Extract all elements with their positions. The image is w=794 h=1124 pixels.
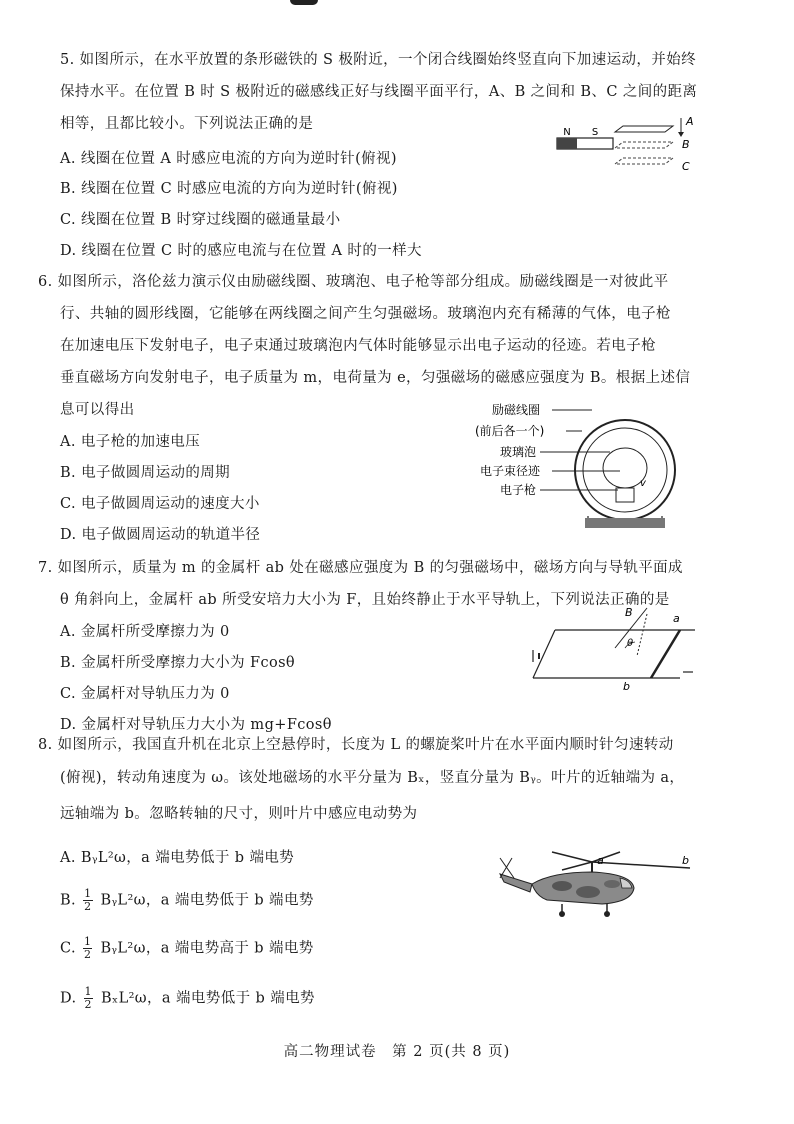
q5-option-c: C. 线圈在位置 B 时穿过线圈的磁通量最小 — [60, 212, 341, 228]
position-c-label: C — [682, 160, 690, 173]
magnet-s-label: S — [591, 127, 599, 138]
magnet-n-pole — [557, 138, 577, 149]
q8-stem-line-3: 远轴端为 b。忽略转轴的尺寸，则叶片中感应电动势为 — [60, 806, 418, 822]
metal-rod-ab — [651, 630, 680, 678]
scan-mark — [290, 0, 318, 5]
helicopter-body — [500, 872, 634, 917]
coil-position-b — [615, 142, 673, 148]
q8-stem-line-1: 8. 如图所示，我国直升机在北京上空悬停时，长度为 L 的螺旋桨叶片在水平面内顺时针匀速转动 — [38, 737, 674, 753]
glass-bulb — [583, 428, 667, 512]
q8-option-b-prefix: B. — [60, 892, 77, 909]
q6-stem-line-3: 在加速电压下发射电子，电子束通过玻璃泡内气体时能够显示出电子运动的径迹。若电子枪 — [60, 338, 656, 354]
q6-option-a: A. 电子枪的加速电压 — [60, 434, 201, 450]
q8-option-a-prefix: A. — [60, 850, 76, 866]
angle-theta-label: θ — [627, 638, 634, 649]
q8-option-d — [60, 986, 315, 1011]
rod-end-b-label: b — [623, 680, 630, 690]
q6-option-d: D. 电子做圆周运动的轨道半径 — [60, 527, 261, 543]
q5-stem-line-2: 保持水平。在位置 B 时 S 极附近的磁感线正好与线圈平面平行，A、B 之间和 B、C 之间的距离 — [60, 84, 698, 100]
q8-option-b-fraction: $\frac{1}{2}$ — [84, 887, 92, 913]
q5-option-a: A. 线圈在位置 A 时感应电流的方向为逆时针(俯视) — [60, 151, 397, 167]
page-footer: 高二物理试卷 第 2 页(共 8 页) — [283, 1044, 511, 1060]
blade-end-b-label: b — [682, 854, 689, 867]
excitation-coil — [575, 420, 675, 520]
q5-stem-line-3: 相等，且都比较小。下列说法正确的是 — [60, 116, 314, 132]
coil-note-label: (前后各一个) — [475, 424, 545, 438]
coil-position-c — [615, 158, 673, 164]
q7-option-a: A. 金属杆所受摩擦力为 0 — [60, 624, 230, 640]
rod-end-a-label: a — [673, 612, 680, 625]
base-block — [585, 518, 665, 528]
q8-option-a-text: BᵧL²ω，a 端电势低于 b 端电势 — [80, 850, 295, 866]
coil-position-a — [615, 126, 673, 132]
q6-stem-line-1: 6. 如图所示，洛伦兹力演示仪由励磁线圈、玻璃泡、电子枪等部分组成。励磁线圈是一对彼此平 — [38, 274, 669, 290]
q8-helicopter-figure — [492, 838, 704, 922]
gun-label: 电子枪 — [500, 483, 537, 497]
coil-label: 励磁线圈 — [492, 403, 541, 417]
q5-option-b: B. 线圈在位置 C 时感应电流的方向为逆时针(俯视) — [60, 181, 398, 197]
q5-magnet-figure — [555, 112, 705, 178]
q8-option-d-text: BₓL²ω，a 端电势低于 b 端电势 — [100, 990, 315, 1007]
q8-option-d-fraction: $\frac{1}{2}$ — [84, 985, 92, 1011]
q6-stem-line-4: 垂直磁场方向发射电子，电子质量为 m，电荷量为 e，匀强磁场的磁感应强度为 B。根据上述信 — [60, 370, 691, 386]
bulb-label: 玻璃泡 — [500, 445, 537, 459]
q8-stem-line-2: (俯视)，转动角速度为 ω。该处地磁场的水平分量为 Bₓ，竖直分量为 Bᵧ。叶片的近轴端为 a， — [60, 770, 685, 786]
position-b-label: B — [682, 138, 690, 151]
q7-stem-line-2: θ 角斜向上，金属杆 ab 所受安培力大小为 F，且始终静止于水平导轨上，下列说法正确的是 — [60, 592, 670, 608]
q6-option-b: B. 电子做圆周运动的周期 — [60, 465, 231, 481]
field-b-label: B — [625, 606, 633, 619]
electron-gun — [616, 488, 634, 502]
blade-end-a-label: a — [597, 854, 604, 867]
q8-option-d-prefix: D. — [60, 990, 77, 1007]
q8-option-b-text: BᵧL²ω，a 端电势低于 b 端电势 — [100, 892, 314, 909]
position-a-label: A — [686, 115, 694, 128]
q6-option-c: C. 电子做圆周运动的速度大小 — [60, 496, 260, 512]
q8-option-c-prefix: C. — [60, 940, 76, 957]
q8-option-b — [60, 888, 314, 913]
q8-option-c-text: BᵧL²ω，a 端电势高于 b 端电势 — [100, 940, 314, 957]
q7-option-d: D. 金属杆对导轨压力大小为 mg+Fcosθ — [60, 717, 332, 733]
q5-stem-line-1: 5. 如图所示，在水平放置的条形磁铁的 S 极附近，一个闭合线圈始终竖直向下加速运动，并始终 — [60, 52, 696, 68]
q6-stem-line-2: 行、共轴的圆形线圈，它能够在两线圈之间产生匀强磁场。玻璃泡内充有稀薄的气体，电子枪 — [60, 306, 671, 322]
track-label: 电子束径迹 — [480, 464, 541, 478]
q8-option-c — [60, 936, 314, 961]
q7-option-c: C. 金属杆对导轨压力为 0 — [60, 686, 230, 702]
q8-option-c-fraction: $\frac{1}{2}$ — [84, 935, 92, 961]
q7-option-b: B. 金属杆所受摩擦力大小为 Fcosθ — [60, 655, 296, 671]
q8-option-a — [60, 848, 294, 868]
q7-rail-figure — [525, 600, 705, 690]
magnet-n-label: N — [563, 127, 571, 138]
q6-lorentz-apparatus-figure — [470, 400, 710, 530]
q5-option-d: D. 线圈在位置 C 时的感应电流与在位置 A 时的一样大 — [60, 243, 422, 259]
velocity-label: v — [640, 478, 646, 489]
rotor-blade-ab — [592, 862, 690, 868]
q6-stem-line-5: 息可以得出 — [60, 402, 135, 418]
q7-stem-line-1: 7. 如图所示，质量为 m 的金属杆 ab 处在磁感应强度为 B 的匀强磁场中，磁场方向与导轨平面成 — [38, 560, 683, 576]
